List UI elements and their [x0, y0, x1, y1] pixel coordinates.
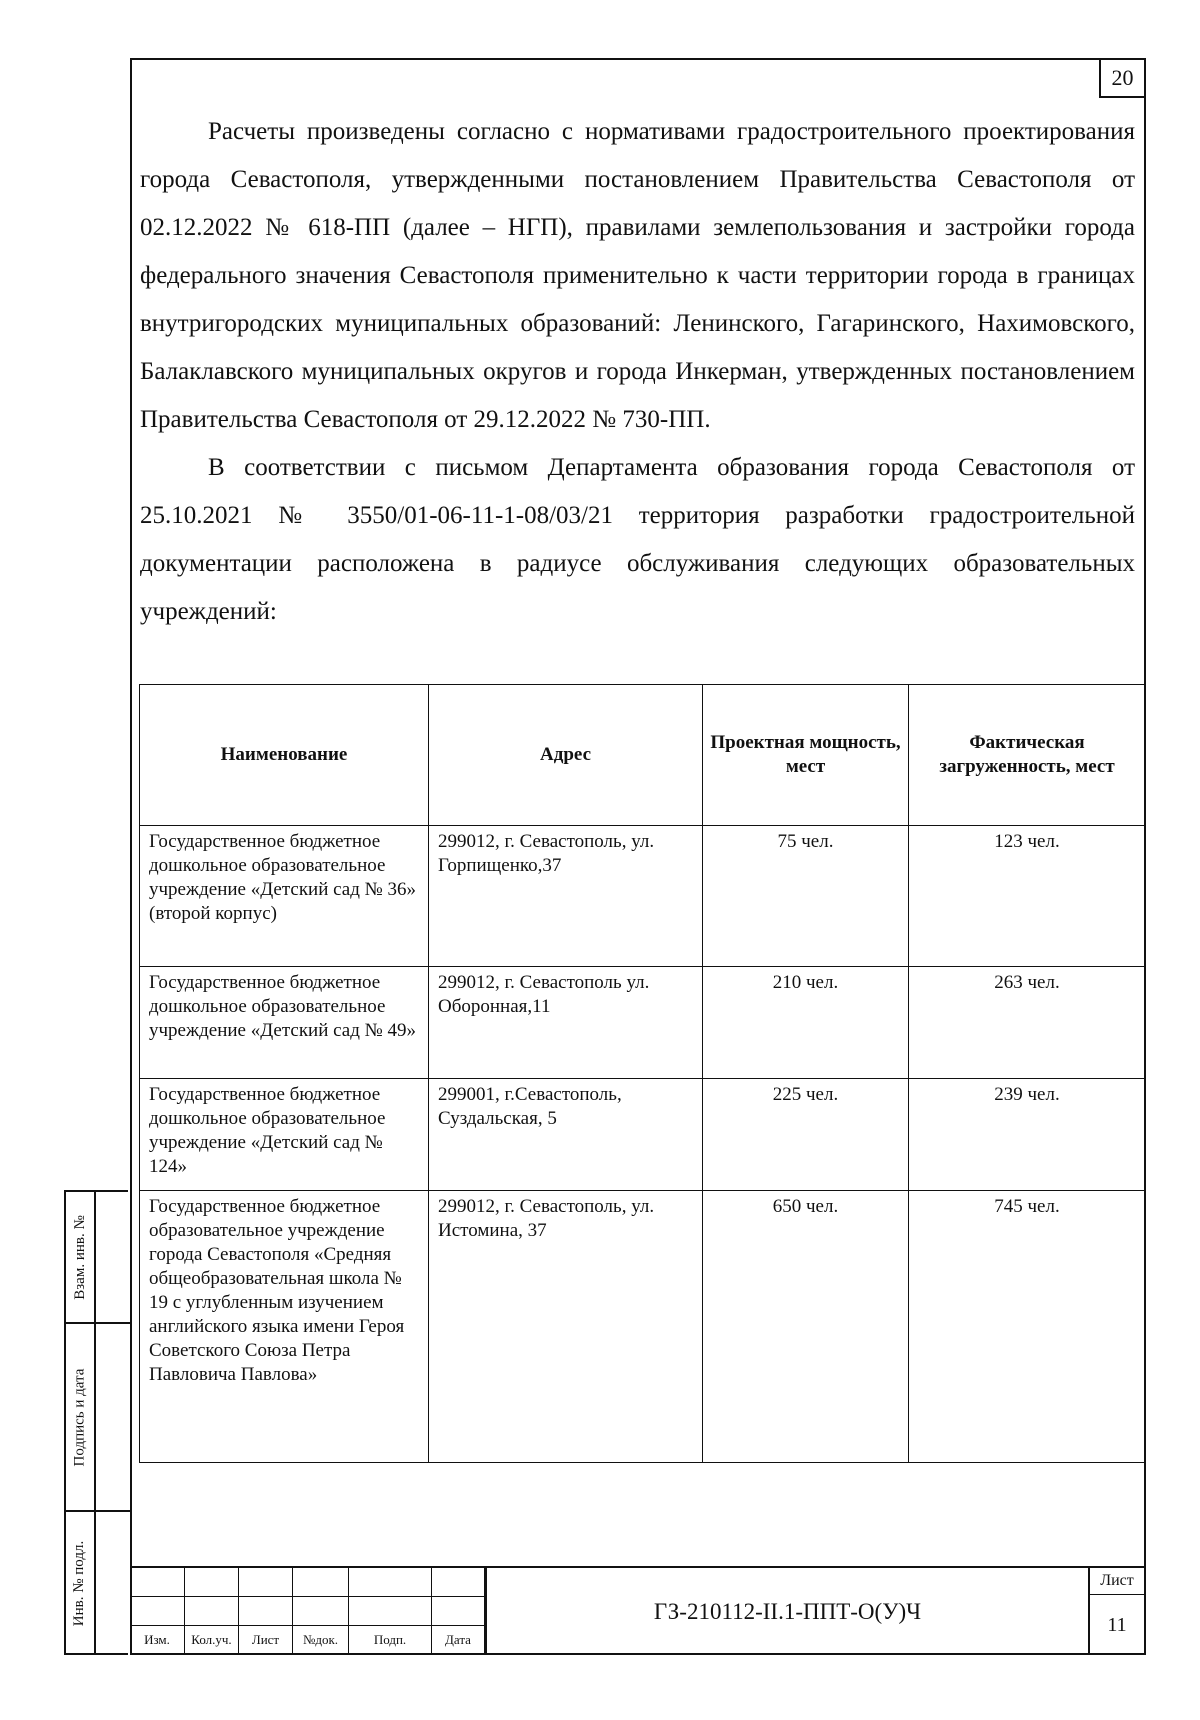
- cell-address: 299001, г.Севастополь, Суздальская, 5: [429, 1079, 703, 1191]
- document-code: ГЗ-210112-II.1-ППТ-О(У)Ч: [485, 1568, 1090, 1655]
- table-row: [140, 967, 1146, 1079]
- cell-capacity: 225 чел.: [703, 1079, 909, 1191]
- cell-actual: 263 чел.: [909, 967, 1146, 1079]
- sheet-box: [1090, 1568, 1144, 1655]
- header-capacity: Проектная мощность, мест: [703, 685, 909, 826]
- paragraph-1: Расчеты произведены согласно с нормативами градостроительного проектирования города Севастополя, утвержденными постановлением Правительства Севастополя от 02.12.2022 № 618-ПП (далее – НГП), правилами землепользования и застройки города федерального значения Севастополя применительно к части территории города в границах внутригородских муниципальных образований: Ленинского, Гагаринского, Нахимовского, Балаклавского муниципальных округов и города Инкерман, утвержденных постановлением Правительства Севастополя от 29.12.2022 № 730-ПП.: [140, 118, 1135, 433]
- tb-col-sheet: Лист: [239, 1626, 293, 1655]
- side-label-replacement-inv: Взам. инв. №: [71, 1214, 88, 1300]
- cell-capacity: 650 чел.: [703, 1191, 909, 1463]
- header-actual: Фактическая загруженность, мест: [909, 685, 1146, 826]
- cell-name: Государственное бюджетное образовательное учреждение города Севастополя «Средняя общеобразовательная школа № 19 с углубленным изучением английского языка имени Героя Советского Союза Петра Павловича Павлова»: [140, 1191, 429, 1463]
- side-label-original-inv: Инв. № подл.: [71, 1540, 88, 1627]
- side-cell-replacement: [66, 1192, 130, 1324]
- tb-col-doc-number: №док.: [293, 1626, 349, 1655]
- cell-address: 299012, г. Севастополь ул. Оборонная,11: [429, 967, 703, 1079]
- side-stamp: [64, 1190, 128, 1655]
- header-address: Адрес: [429, 685, 703, 826]
- table-row: [140, 826, 1146, 967]
- side-cell-signature: [66, 1324, 130, 1512]
- table-row: [140, 1191, 1146, 1463]
- sheet-label: Лист: [1090, 1568, 1144, 1595]
- cell-capacity: 210 чел.: [703, 967, 909, 1079]
- tb-col-change: Изм.: [130, 1626, 185, 1655]
- cell-actual: 745 чел.: [909, 1191, 1146, 1463]
- cell-actual: 123 чел.: [909, 826, 1146, 967]
- cell-actual: 239 чел.: [909, 1079, 1146, 1191]
- table-row: [140, 1079, 1146, 1191]
- page-number: 20: [1099, 58, 1146, 98]
- revision-grid: [130, 1568, 485, 1655]
- tb-col-quantity: Кол.уч.: [185, 1626, 239, 1655]
- cell-address: 299012, г. Севастополь, ул. Горпищенко,37: [429, 826, 703, 967]
- sheet-number: 11: [1107, 1614, 1127, 1636]
- cell-name: Государственное бюджетное дошкольное образовательное учреждение «Детский сад № 49»: [140, 967, 429, 1079]
- header-name: Наименование: [140, 685, 429, 826]
- side-cell-original: [66, 1512, 130, 1655]
- tb-col-date: Дата: [432, 1626, 485, 1655]
- title-block: [130, 1566, 1146, 1655]
- body-text: [140, 108, 1135, 636]
- cell-name: Государственное бюджетное дошкольное образовательное учреждение «Детский сад № 124»: [140, 1079, 429, 1191]
- side-label-signature-date: Подпись и дата: [71, 1368, 88, 1466]
- schools-table: [139, 684, 1146, 1463]
- paragraph-2: В соответствии с письмом Департамента образования города Севастополя от 25.10.2021 № 3550/01-06-11-1-08/03/21 территория разработки градостроительной документации расположена в радиусе обслуживания следующих образовательных учреждений:: [140, 454, 1135, 625]
- cell-capacity: 75 чел.: [703, 826, 909, 967]
- cell-name: Государственное бюджетное дошкольное образовательное учреждение «Детский сад № 36» (второй корпус): [140, 826, 429, 967]
- tb-col-signature: Подп.: [349, 1626, 432, 1655]
- table-header-row: [140, 685, 1146, 826]
- cell-address: 299012, г. Севастополь, ул. Истомина, 37: [429, 1191, 703, 1463]
